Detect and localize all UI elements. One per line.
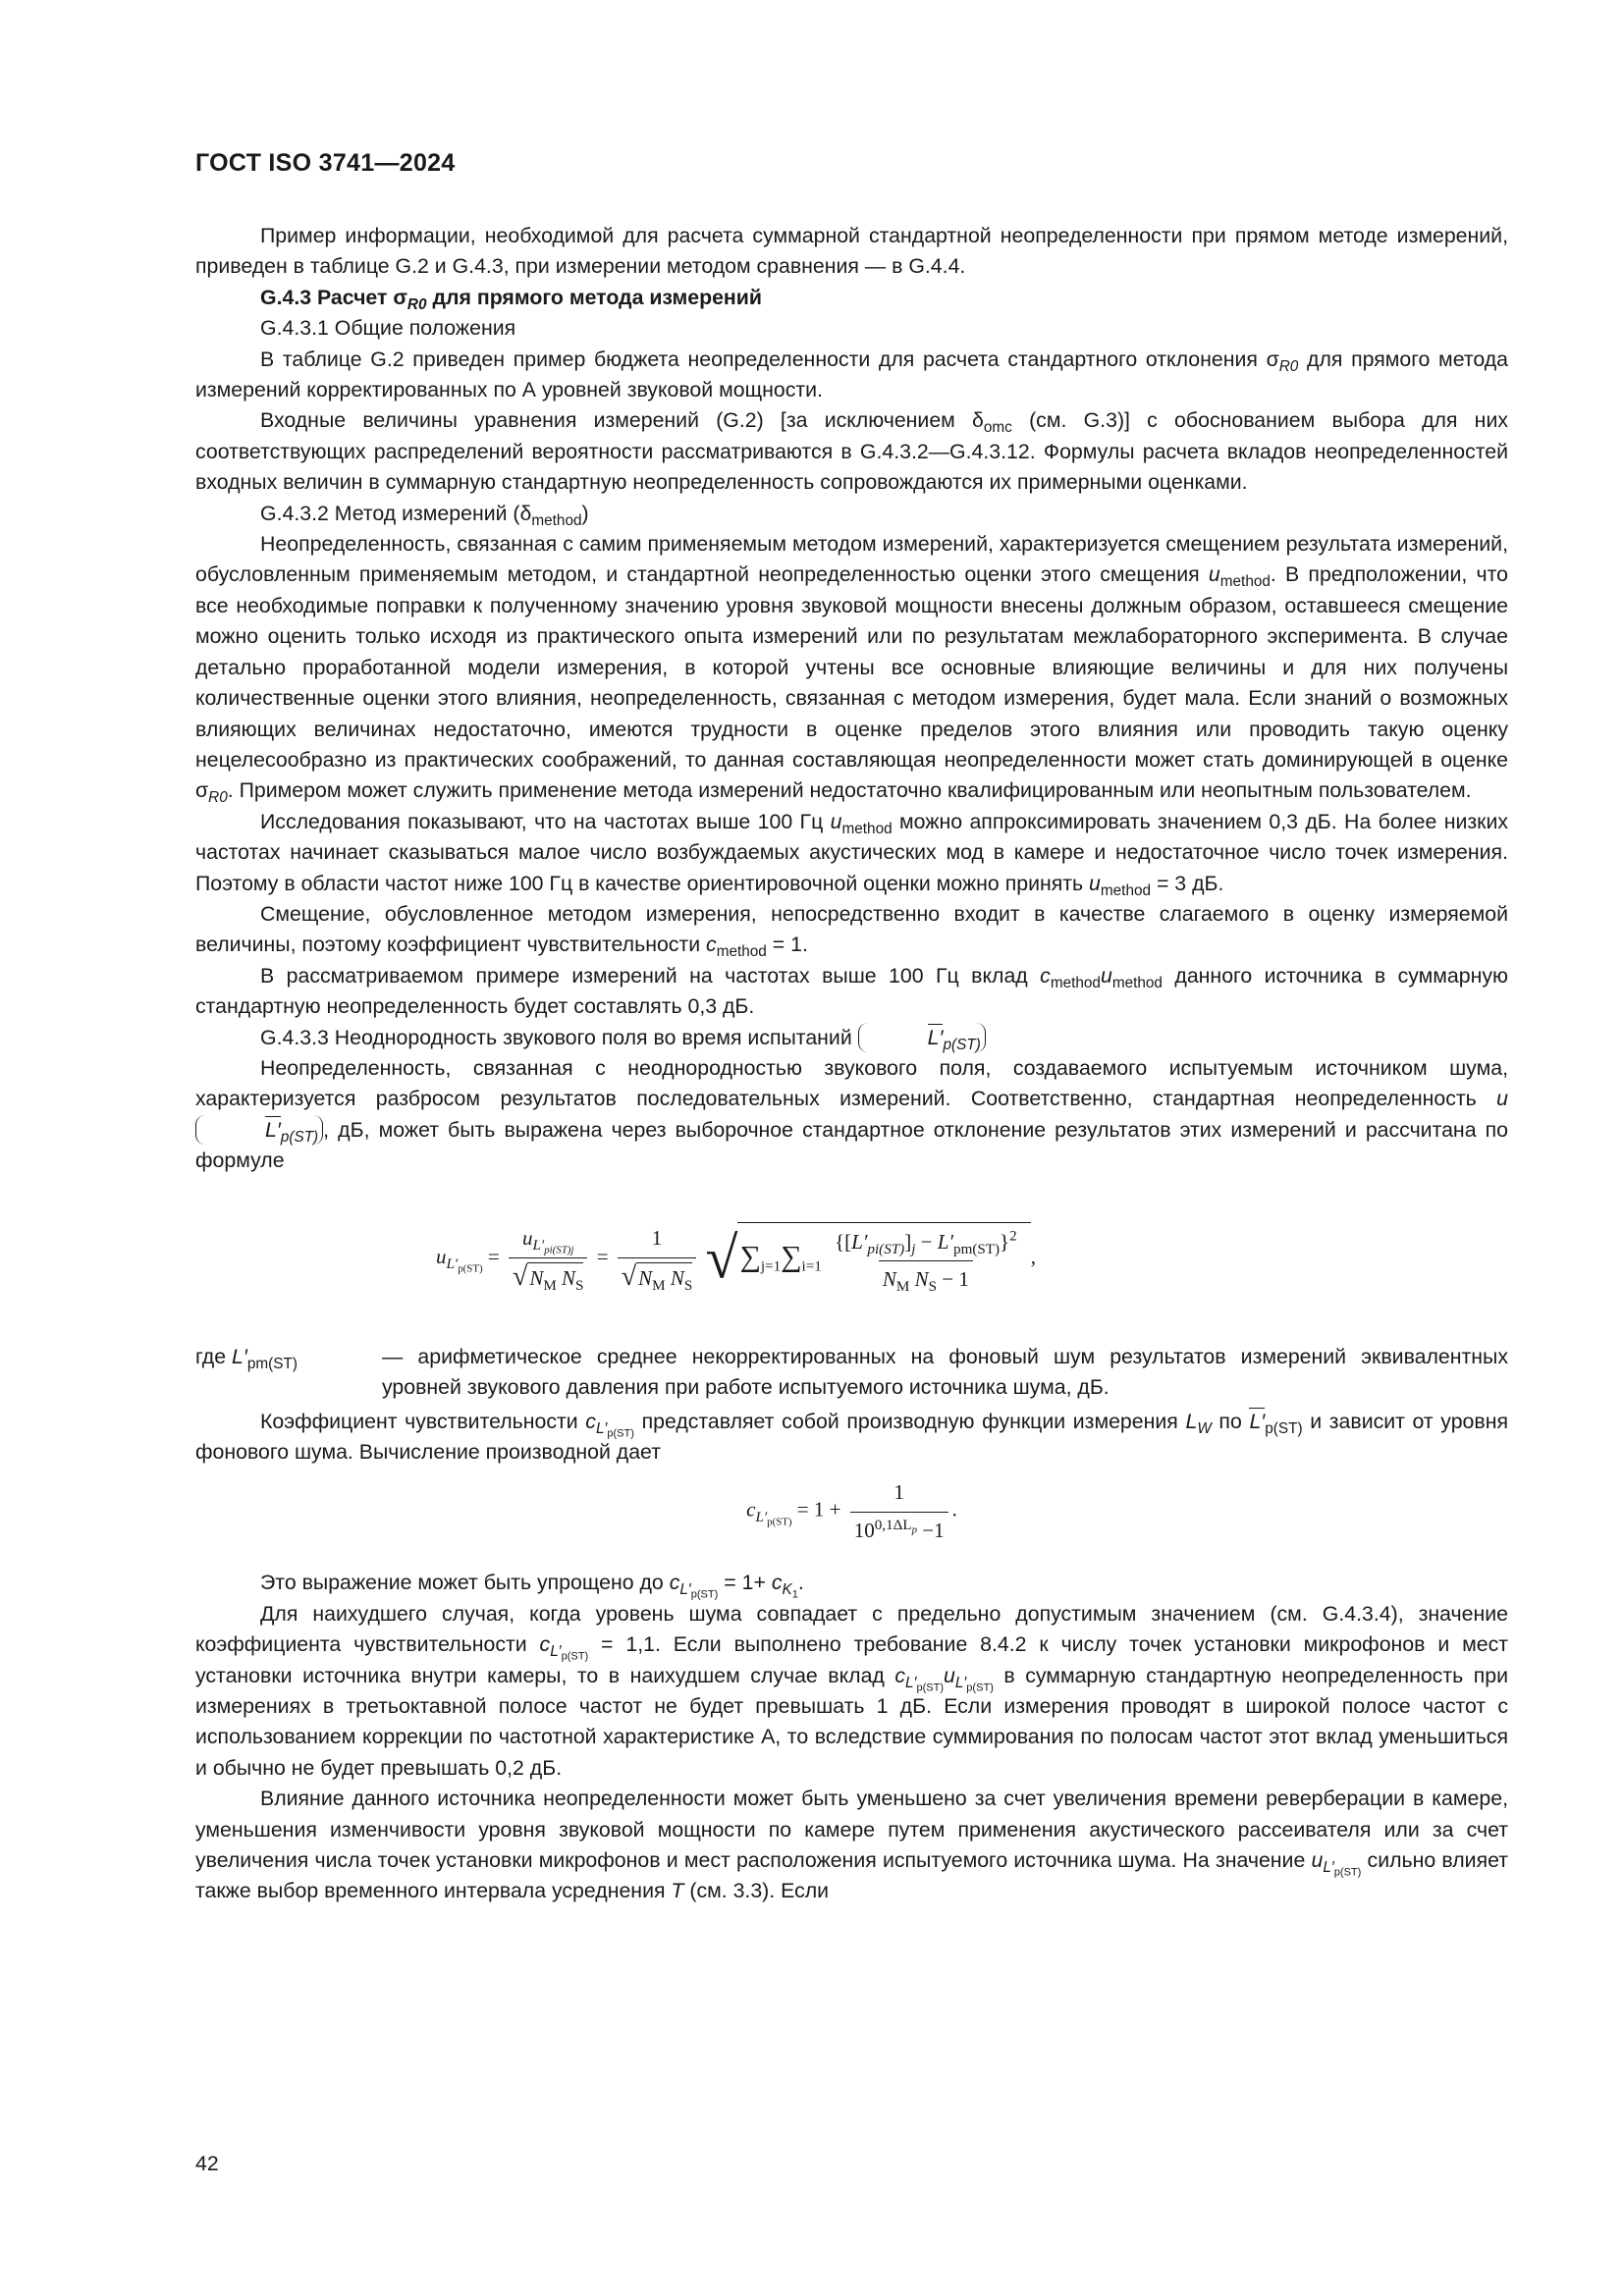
sub-text: p(ST) (767, 1516, 792, 1528)
sub-text: pm(ST) (953, 1241, 1001, 1257)
paragraph-text: Исследования показывают, что на частотах выше 100 Гц (260, 809, 831, 833)
sub-text: M (895, 1278, 910, 1295)
paragraph (195, 221, 1508, 283)
symbol: u (1100, 963, 1112, 988)
symbol: u (944, 1663, 955, 1687)
sub-text: p(ST) (690, 1588, 719, 1601)
formula-sensitivity (195, 1477, 1508, 1554)
sub-text: W (1197, 1419, 1212, 1437)
paragraph-text: В таблице G.2 приведен пример бюджета неопределенности для расчета стандартного отклонения σ (260, 347, 1279, 371)
paragraph (195, 961, 1508, 1023)
symbol: c (1040, 963, 1051, 988)
sub-text: p(ST) (1333, 1866, 1362, 1879)
symbol: N (670, 1265, 684, 1290)
paragraph-text: Это выражение может быть упрощено до (260, 1571, 670, 1595)
symbol: L′ (851, 1229, 868, 1254)
symbol: c (746, 1498, 756, 1522)
radical-sign: √ (705, 1225, 738, 1291)
symbol: L′ (550, 1643, 562, 1661)
paragraph (195, 1568, 1508, 1601)
symbol: L′ (927, 1025, 944, 1049)
section-heading-g43 (195, 283, 1508, 313)
symbol: L (1185, 1409, 1198, 1433)
denominator-tail: − 1 (937, 1267, 969, 1291)
paragraph (195, 807, 1508, 899)
equals-sign: = (487, 1244, 500, 1268)
symbol-paren (195, 1115, 323, 1145)
symbol: L′ (1323, 1858, 1334, 1876)
sub-text: j (911, 1241, 916, 1257)
symbol: u (436, 1244, 447, 1268)
symbol: u (521, 1226, 533, 1251)
symbol: N (562, 1265, 576, 1290)
paragraph-text: . В предположении, что все необходимые поправки к полученному значению уровня звуковой мощности внесены должным образом, оставшееся смещение можно оценить только исходя из практического опыта измерений или по результатам межлабораторного эксперимента. В случае детально проработанной модели измерения, в которой учтены все основные влияющие величины и для них получены количественные оценки этого влияния, неопределенность, связанная с методом измерения, будет мала. Если знаний о возможных влияющих величинах недостаточно, имеются трудности в оценке пределов этого влияния или проводить такую оценку нецелесообразно из практических соображений, то данная составляющая неопределенности может стать доминирующей в оценке σ (195, 562, 1508, 803)
radical-sign: √ (621, 1260, 637, 1292)
exponent: 2 (1009, 1228, 1017, 1245)
heading-tail: для прямого метода измерений (426, 285, 762, 309)
symbol: L′ (905, 1674, 917, 1691)
numerator (518, 1223, 577, 1256)
sub-text: p(ST) (607, 1427, 634, 1440)
sum-limit: j=1 (760, 1258, 782, 1275)
radical-sign: √ (512, 1260, 528, 1292)
symbol: N (882, 1267, 896, 1291)
paragraph-text: Неопределенность, связанная с неоднородностью звукового поля, создаваемого испытуемым источником шума, характеризуется разбросом результатов последовательных измерений. Соответственно, стандартная неопределенность (195, 1055, 1508, 1111)
paragraph-text: Смещение, обусловленное методом измерения, непосредственно входит в качестве слагаемого в оценку измеряемой величины, поэтому коэффициент чувствительности (195, 901, 1508, 957)
paragraph (195, 1407, 1508, 1468)
symbol: L′ (265, 1117, 281, 1142)
paragraph-text: Влияние данного источника неопределенности может быть уменьшено за счет увеличения времени реверберации в камере, уменьшения изменчивости уровня звуковой мощности по камере путем применения акустического рассеивателя или за счет увеличения числа точек установки микрофонов и мест расположения испытуемого источника шума. На значение (195, 1787, 1508, 1873)
paragraph (195, 1784, 1508, 1907)
formula-term: 1 + (813, 1498, 841, 1522)
paragraph (195, 1599, 1508, 1784)
symbol: L′ (937, 1229, 954, 1254)
paragraph-text: Для наихудшего случая, когда уровень шума совпадает с предельно допустимым значением (см. G.4.3.4), значение коэффициента чувствительности (195, 1601, 1508, 1657)
section-heading-g432 (195, 499, 1508, 529)
base: 10 (853, 1518, 875, 1542)
document-header: ГОСТ ISO 3741—2024 (195, 149, 456, 177)
sub-text: pi(ST)j (544, 1244, 574, 1256)
sub-text: R0 (208, 789, 228, 807)
exponent: 0,1ΔL (874, 1517, 912, 1533)
symbol: u (1089, 871, 1101, 895)
sub-text: pm(ST) (246, 1355, 298, 1372)
sub-text: p(ST) (458, 1262, 483, 1275)
document-body (195, 221, 1508, 1907)
equals-sign: = (796, 1498, 809, 1522)
paragraph-text: в суммарную стандартную неопределенность при измерениях в третьоктавной полосе частот не будет превышать 1 дБ. Если измерения проводят в широкой полосе частот с использованием коррекции по частотной характеристике А, то вследствие суммирования по полосам частот этот вклад уменьшиться и обычно не будет превышать 0,2 дБ. (195, 1663, 1508, 1780)
sum-sign: ∑ (781, 1240, 802, 1273)
sub-text: method (716, 943, 767, 961)
sub-text: method (1100, 881, 1152, 899)
sub-text: p(ST) (561, 1650, 589, 1663)
punctuation: . (797, 1571, 804, 1595)
paragraph (195, 1053, 1508, 1177)
symbol-paren (858, 1023, 986, 1052)
formula-uncertainty (195, 1185, 1508, 1332)
paragraph-text: для прямого метода измерений корректированных по А уровней звуковой мощности. (195, 347, 1508, 402)
paragraph (195, 345, 1508, 406)
heading-sub: R0 (406, 295, 427, 313)
sub-text: 1 (791, 1588, 798, 1601)
denominator (879, 1260, 973, 1295)
paragraph-text: (см. 3.3). Если (683, 1879, 830, 1903)
sub-text: M (652, 1277, 666, 1294)
sum-sign: ∑ (739, 1240, 761, 1273)
symbol: L′ (954, 1674, 967, 1691)
heading-text: G.4.3.2 Метод измерений (δ (260, 501, 532, 525)
paragraph-text: по (1211, 1409, 1250, 1433)
paragraph-text: В рассматриваемом примере измерений на частотах выше 100 Гц вклад (260, 963, 1041, 988)
numerator: 1 (893, 1480, 904, 1505)
sub-text: p(ST) (966, 1682, 994, 1694)
section-heading-g431 (195, 313, 1508, 344)
where-definition: — арифметическое среднее некорректированных на фоновый шум результатов измерений эквивалентных уровней звукового давления при работе испытуемого источника шума, дБ. (382, 1344, 1508, 1399)
sub-text: p (911, 1522, 918, 1535)
sub-text: omc (983, 419, 1012, 437)
denominator (509, 1257, 588, 1294)
symbol: T (671, 1879, 684, 1903)
denominator (618, 1257, 697, 1294)
sub-text: S (928, 1278, 938, 1295)
equals-sign: = (596, 1244, 609, 1268)
paragraph-text: данного источника в суммарную стандартную неопределенность будет составлять 0,3 дБ. (195, 963, 1508, 1019)
formula-term: = 1,1. (588, 1632, 661, 1657)
paragraph-text: можно аппроксимировать значением 0,3 дБ. На более низких частотах начинает сказываться малое число возбуждаемых акустических мод в камере и недостаточное число точек измерения. Поэтому в области частот ниже 100 Гц в качестве ориентировочной оценки можно принять (195, 809, 1508, 895)
paragraph-text: Пример информации, необходимой для расчета суммарной стандартной неопределенности при прямом методе измерений, приведен в таблице G.2 и G.4.3, при измерении методом сравнения — в G.4.4. (195, 224, 1508, 279)
heading-text: G.4.3.3 Неоднородность звукового поля во время испытаний (260, 1025, 858, 1049)
symbol: c (669, 1571, 680, 1595)
punctuation: . (951, 1498, 957, 1522)
paragraph-text: = 1. (766, 933, 808, 957)
paragraph (195, 899, 1508, 961)
formula-term: = 1+ (718, 1571, 772, 1595)
section-heading-g433 (195, 1023, 1508, 1053)
paragraph (195, 529, 1508, 807)
paragraph-text: Входные величины уравнения измерений (G.2) [за исключением δ (260, 408, 984, 433)
paragraph-text: = 3 дБ. (1151, 871, 1224, 895)
paragraph-text: представляет собой производную функции измерения (633, 1409, 1186, 1433)
paragraph-text: , дБ, может быть выражена через выборочное стандартное отклонение результатов этих измерений и рассчитана по формуле (195, 1117, 1508, 1173)
symbol: L′ (532, 1237, 545, 1254)
where-clause (195, 1342, 1508, 1407)
paragraph-text: Если выполнено требование 8.4.2 к числу точек установки микрофонов и мест установки источника внутри камеры, то в наихудшем случае вклад (195, 1632, 1508, 1687)
symbol: c (894, 1663, 906, 1687)
paragraph-text: Неопределенность, связанная с самим применяемым методом измерений, характеризуется смещением результата измерений, обусловленным применяемым методом, и стандартной неопределенностью оценки этого смещения (195, 532, 1508, 587)
radicand (636, 1262, 692, 1294)
sub-text: S (575, 1277, 584, 1294)
sub-text: method (1219, 573, 1271, 591)
sub-text: method (1111, 974, 1163, 991)
symbol: N (914, 1267, 929, 1291)
symbol: c (771, 1571, 783, 1595)
fraction (831, 1227, 1021, 1296)
paragraph-text: и зависит от уровня фонового шума. Вычисление производной дает (195, 1409, 1508, 1464)
denominator-tail: −1 (917, 1518, 945, 1542)
sub-text: p(ST) (1265, 1419, 1303, 1437)
symbol: c (706, 933, 717, 957)
sum-limit: i=1 (801, 1258, 822, 1275)
fraction (850, 1477, 948, 1546)
where-label: где (195, 1344, 232, 1368)
sub-text: M (543, 1277, 557, 1294)
fraction (618, 1223, 697, 1294)
symbol: L′ (755, 1509, 768, 1525)
paragraph-text: сильно влияет также выбор временного интервала усреднения (195, 1848, 1508, 1903)
heading-text: G.4.3 Расчет σ (260, 285, 407, 309)
sub-text: K (782, 1581, 792, 1599)
formula-main (436, 1222, 1036, 1296)
sub-text: p(ST) (280, 1128, 319, 1146)
heading-sub: method (531, 511, 582, 529)
heading-text: G.4.3.1 Общие положения (260, 316, 516, 341)
symbol: N (638, 1265, 653, 1290)
sub-text: p(ST) (916, 1682, 945, 1694)
sub-text: method (1050, 974, 1101, 991)
symbol: u (830, 809, 842, 833)
paragraph-text: . Примером может служить применение метода измерений недостаточно квалифицированным или неопытным пользователем. (227, 778, 1472, 803)
symbol: c (585, 1409, 596, 1433)
sub-text: pi(ST) (867, 1241, 905, 1257)
sub-text: S (683, 1277, 693, 1294)
radicand (527, 1262, 583, 1294)
symbol: L′ (679, 1581, 691, 1599)
fraction (509, 1223, 588, 1294)
numerator: $\{[L'_{pi(ST)}]_j - L'_{pm(ST)}\}^2$ (835, 1228, 1017, 1257)
symbol: L′ (1249, 1409, 1266, 1433)
symbol: c (539, 1632, 551, 1657)
symbol: u (1208, 562, 1220, 587)
sub-text: method (841, 820, 893, 837)
symbol: u (1496, 1087, 1508, 1111)
sub-text: p(ST) (943, 1036, 981, 1053)
symbol: N (529, 1265, 544, 1290)
numerator: 1 (651, 1226, 663, 1251)
symbol: L′ (595, 1419, 608, 1437)
paragraph-text: (см. G.3)] с обоснованием выбора для них соответствующих распределений вероятности рассматриваются в G.4.3.2—G.4.3.12. Формулы расчета вкладов неопределенностей входных величин в суммарную стандартную неопределенность сопровождаются их примерными оценками. (195, 408, 1508, 495)
paragraph-text: Коэффициент чувствительности (260, 1409, 586, 1433)
heading-tail: ) (581, 501, 589, 525)
radicand (737, 1222, 1030, 1296)
symbol: L′ (232, 1344, 247, 1368)
sub-text: R0 (1278, 357, 1299, 375)
punctuation: , (1030, 1244, 1036, 1268)
paragraph (195, 405, 1508, 498)
symbol: u (1311, 1848, 1324, 1873)
symbol: L′ (446, 1255, 459, 1272)
page-number: 42 (195, 2152, 219, 2175)
denominator (850, 1512, 948, 1546)
where-symbol (195, 1342, 298, 1372)
